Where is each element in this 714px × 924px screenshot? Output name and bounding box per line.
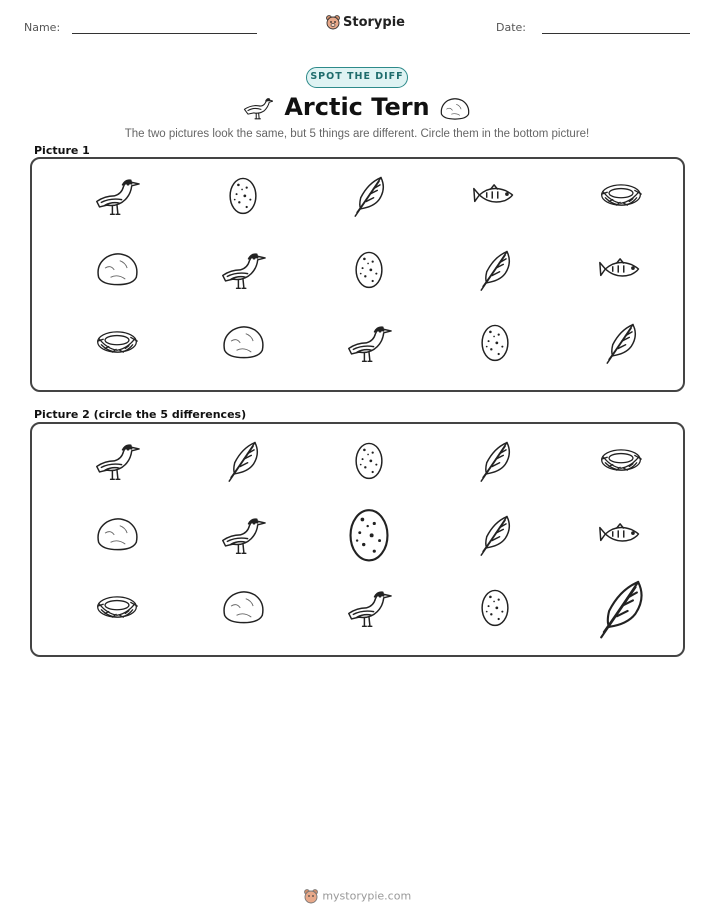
picture1-feather-icon[interactable] xyxy=(598,319,644,365)
picture2-tern-icon[interactable] xyxy=(346,584,392,630)
picture1-label: Picture 1 xyxy=(34,144,90,157)
date-line[interactable] xyxy=(542,33,690,34)
rock-icon xyxy=(439,95,471,121)
picture2-panel[interactable] xyxy=(30,422,685,657)
picture1-panel[interactable] xyxy=(30,157,685,392)
footer-url[interactable]: mystorypie.com xyxy=(322,889,412,903)
picture2-nest-icon[interactable] xyxy=(94,584,140,630)
picture1-nest-icon[interactable] xyxy=(598,172,644,218)
footer xyxy=(0,888,714,904)
footer-bear-icon xyxy=(303,888,319,904)
page-title: Arctic Tern xyxy=(284,93,430,121)
picture1-tern-icon[interactable] xyxy=(220,246,266,292)
picture1-egg-icon[interactable] xyxy=(346,246,392,292)
picture1-rock-icon[interactable] xyxy=(220,319,266,365)
name-label: Name: xyxy=(24,21,61,34)
picture2-egg-icon[interactable] xyxy=(336,501,402,567)
picture2-rock-icon[interactable] xyxy=(94,511,140,557)
picture1-fish-icon[interactable] xyxy=(472,172,518,218)
picture1-tern-icon[interactable] xyxy=(346,319,392,365)
bear-icon xyxy=(325,14,341,30)
picture2-feather-icon[interactable] xyxy=(588,574,654,640)
picture1-feather-icon[interactable] xyxy=(346,172,392,218)
picture2-feather-icon[interactable] xyxy=(472,511,518,557)
picture1-egg-icon[interactable] xyxy=(220,172,266,218)
picture1-fish-icon[interactable] xyxy=(598,246,644,292)
instructions: The two pictures look the same, but 5 things are different. Circle them in the bottom picture! xyxy=(124,128,590,140)
date-label: Date: xyxy=(496,21,526,34)
picture1-tern-icon[interactable] xyxy=(94,172,140,218)
picture1-feather-icon[interactable] xyxy=(472,246,518,292)
name-line[interactable] xyxy=(72,33,257,34)
picture2-egg-icon[interactable] xyxy=(472,584,518,630)
picture2-label: Picture 2 (circle the 5 differences) xyxy=(34,408,247,421)
picture2-fish-icon[interactable] xyxy=(598,511,644,557)
picture2-feather-icon[interactable] xyxy=(472,437,518,483)
picture2-rock-icon[interactable] xyxy=(220,584,266,630)
picture2-nest-icon[interactable] xyxy=(598,437,644,483)
picture1-rock-icon[interactable] xyxy=(94,246,140,292)
brand-name: Storypie xyxy=(343,15,405,30)
activity-badge: SPOT THE DIFF xyxy=(306,67,408,88)
picture2-feather-icon[interactable] xyxy=(220,437,266,483)
picture1-egg-icon[interactable] xyxy=(472,319,518,365)
picture2-tern-icon[interactable] xyxy=(220,511,266,557)
picture2-tern-icon[interactable] xyxy=(94,437,140,483)
picture1-nest-icon[interactable] xyxy=(94,319,140,365)
picture2-egg-icon[interactable] xyxy=(346,437,392,483)
